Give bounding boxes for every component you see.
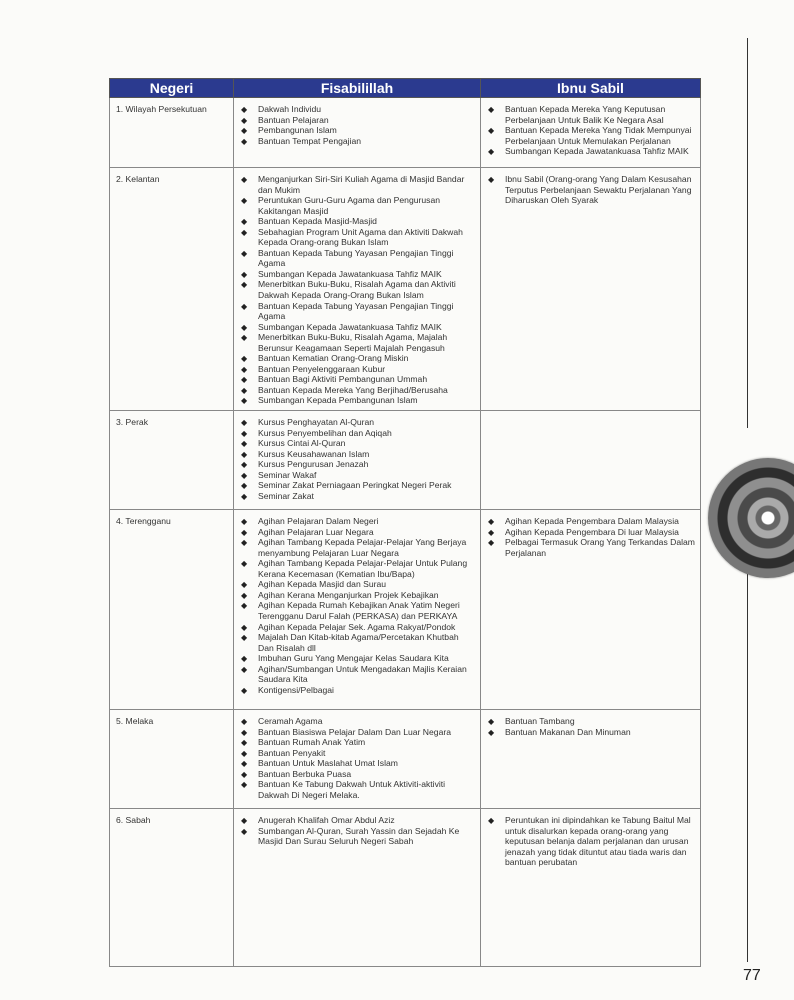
diamond-bullet-icon: ◆ — [241, 769, 248, 779]
list-item — [240, 590, 476, 601]
diamond-bullet-icon: ◆ — [488, 175, 495, 184]
item-list — [240, 174, 476, 406]
list-item — [240, 332, 476, 353]
diamond-bullet-icon: ◆ — [241, 428, 248, 438]
item-text: Bantuan Berbuka Puasa — [258, 768, 352, 779]
item-list — [240, 417, 476, 501]
list-item — [240, 449, 476, 460]
list-item — [240, 417, 476, 428]
diamond-bullet-icon: ◆ — [241, 217, 248, 227]
header-ibnu-sabil: Ibnu Sabil — [481, 79, 701, 98]
item-text: Agihan Kerana Menganjurkan Projek Kebajikan — [258, 589, 439, 600]
diamond-bullet-icon: ◆ — [488, 147, 495, 157]
fisabilillah-cell — [234, 168, 481, 411]
diamond-bullet-icon: ◆ — [241, 115, 248, 125]
diamond-bullet-icon: ◆ — [241, 816, 248, 826]
item-text: Pelbagai Termasuk Orang Yang Terkandas Dalam Perjalanan — [505, 537, 695, 558]
diamond-bullet-icon: ◆ — [488, 717, 495, 727]
diamond-bullet-icon: ◆ — [241, 491, 248, 501]
item-text: Kursus Pengurusan Jenazah — [258, 459, 369, 470]
item-list — [487, 815, 696, 868]
table-header-row — [110, 79, 701, 98]
list-item — [240, 558, 476, 579]
list-item — [240, 136, 476, 147]
list-item — [487, 174, 696, 206]
list-item — [240, 301, 476, 322]
list-item — [240, 769, 476, 780]
list-item — [240, 748, 476, 759]
list-item — [240, 716, 476, 727]
list-item — [240, 632, 476, 653]
list-item — [240, 685, 476, 696]
item-text: Menganjurkan Siri-Siri Kuliah Agama di Masjid Bandar dan Mukim — [258, 174, 465, 195]
diamond-bullet-icon: ◆ — [241, 248, 248, 258]
side-rule-top — [747, 38, 748, 428]
item-list — [240, 516, 476, 695]
item-list — [240, 815, 476, 847]
diamond-bullet-icon: ◆ — [241, 517, 248, 527]
list-item — [240, 653, 476, 664]
diamond-bullet-icon: ◆ — [241, 622, 248, 632]
diamond-bullet-icon: ◆ — [488, 527, 495, 537]
diamond-bullet-icon: ◆ — [241, 269, 248, 279]
list-item — [240, 269, 476, 280]
diamond-bullet-icon: ◆ — [241, 748, 248, 758]
list-item — [487, 146, 696, 157]
item-text: Bantuan Kepada Tabung Yayasan Pengajian Tinggi Agama — [258, 247, 454, 269]
diamond-bullet-icon: ◆ — [241, 136, 248, 146]
item-text: Bantuan Tambang — [505, 716, 575, 727]
diamond-bullet-icon: ◆ — [241, 354, 248, 364]
list-item — [240, 216, 476, 227]
list-item — [240, 727, 476, 738]
item-text: Sebahagian Program Unit Agama dan Aktiviti Dakwah Kepada Orang-orang Bukan Islam — [258, 226, 463, 248]
item-text: Bantuan Penyakit — [258, 747, 326, 758]
item-text: Sumbangan Al-Quran, Surah Yassin dan Sejadah Ke Masjid Dan Surau Seluruh Negeri Sabah — [258, 825, 460, 847]
item-text: Bantuan Kematian Orang-Orang Miskin — [258, 353, 409, 364]
diamond-bullet-icon: ◆ — [488, 816, 495, 826]
diamond-bullet-icon: ◆ — [241, 527, 248, 537]
item-list — [487, 174, 696, 206]
list-item — [487, 716, 696, 727]
item-text: Peruntukan Guru-Guru Agama dan Pengurusan Kakitangan Masjid — [258, 195, 441, 216]
table-row — [110, 809, 701, 967]
list-item — [240, 491, 476, 502]
diamond-bullet-icon: ◆ — [241, 654, 248, 664]
item-text: Ibnu Sabil (Orang-orang Yang Dalam Kesusahan Terputus Perbelanjaan Sewaktu Perjalanan Yang Diharuskan Oleh Syarak — [505, 174, 692, 206]
diamond-bullet-icon: ◆ — [488, 538, 495, 548]
item-text: Bantuan Pelajaran — [258, 114, 329, 125]
item-text: Kursus Keusahawanan Islam — [258, 448, 370, 459]
fisabilillah-cell — [234, 411, 481, 510]
item-text: Bantuan Biasiswa Pelajar Dalam Dan Luar Negara — [258, 726, 451, 737]
list-item — [240, 374, 476, 385]
ibnu-sabil-cell — [481, 710, 701, 809]
diamond-bullet-icon: ◆ — [241, 580, 248, 590]
item-text: Bantuan Kepada Tabung Yayasan Pengajian Tinggi Agama — [258, 300, 454, 322]
diamond-bullet-icon: ◆ — [241, 196, 248, 206]
list-item — [240, 779, 476, 800]
item-text: Agihan Tambang Kepada Pelajar-Pelajar Untuk Pulang Kerana Kecemasan (Kematian Ibu/Bapa) — [258, 558, 468, 579]
fisabilillah-cell — [234, 710, 481, 809]
list-item — [240, 622, 476, 633]
item-text: Bantuan Penyelenggaraan Kubur — [258, 363, 386, 374]
cd-disc-graphic — [708, 458, 794, 578]
list-item — [240, 826, 476, 847]
item-text: Imbuhan Guru Yang Mengajar Kelas Saudara Kita — [258, 653, 449, 664]
diamond-bullet-icon: ◆ — [241, 175, 248, 184]
list-item — [240, 480, 476, 491]
item-text: Bantuan Bagi Aktiviti Pembangunan Ummah — [258, 374, 428, 385]
list-item — [240, 600, 476, 621]
list-item — [240, 438, 476, 449]
item-text: Agihan/Sumbangan Untuk Mengadakan Majlis Keraian Saudara Kita — [258, 663, 467, 685]
diamond-bullet-icon: ◆ — [241, 280, 248, 290]
list-item — [240, 537, 476, 558]
state-name: 3. Perak — [110, 411, 234, 510]
list-item — [240, 115, 476, 126]
page-number: 77 — [743, 967, 761, 984]
item-list — [487, 716, 696, 737]
diamond-bullet-icon: ◆ — [241, 301, 248, 311]
item-list — [487, 516, 696, 558]
list-item — [240, 279, 476, 300]
item-text: Bantuan Ke Tabung Dakwah Untuk Aktiviti-aktiviti Dakwah Di Negeri Melaka. — [258, 779, 446, 800]
list-item — [487, 727, 696, 738]
diamond-bullet-icon: ◆ — [241, 738, 248, 748]
table-row — [110, 168, 701, 411]
item-list — [240, 716, 476, 800]
diamond-bullet-icon: ◆ — [241, 633, 248, 643]
ibnu-sabil-cell — [481, 411, 701, 510]
state-name: 1. Wilayah Persekutuan — [110, 98, 234, 168]
state-name: 6. Sabah — [110, 809, 234, 967]
diamond-bullet-icon: ◆ — [241, 375, 248, 385]
table-row — [110, 98, 701, 168]
diamond-bullet-icon: ◆ — [241, 105, 248, 114]
item-text: Agihan Kepada Pengembara Di luar Malaysia — [505, 526, 679, 537]
header-fisabilillah: Fisabilillah — [234, 79, 481, 98]
diamond-bullet-icon: ◆ — [241, 481, 248, 491]
list-item — [240, 195, 476, 216]
item-text: Kontigensi/Pelbagai — [258, 684, 334, 695]
diamond-bullet-icon: ◆ — [241, 333, 248, 343]
diamond-bullet-icon: ◆ — [241, 126, 248, 136]
diamond-bullet-icon: ◆ — [488, 727, 495, 737]
item-text: Seminar Zakat Perniagaan Peringkat Negeri Perak — [258, 480, 452, 491]
diamond-bullet-icon: ◆ — [241, 590, 248, 600]
item-text: Sumbangan Kepada Jawatankuasa Tahfiz MAIK — [505, 146, 689, 157]
list-item — [240, 248, 476, 269]
table-row — [110, 510, 701, 710]
item-text: Bantuan Kepada Mereka Yang Keputusan Perbelanjaan Untuk Balik Ke Negara Asal — [505, 104, 666, 125]
list-item — [487, 537, 696, 558]
diamond-bullet-icon: ◆ — [241, 601, 248, 611]
item-text: Bantuan Kepada Mereka Yang Tidak Mempunyai Perbelanjaan Untuk Memulakan Perjalanan — [505, 125, 692, 146]
item-text: Agihan Pelajaran Dalam Negeri — [258, 516, 379, 527]
item-text: Ceramah Agama — [258, 716, 323, 727]
list-item — [487, 815, 696, 868]
list-item — [240, 227, 476, 248]
fisabilillah-cell — [234, 510, 481, 710]
list-item — [240, 385, 476, 396]
item-text: Agihan Kepada Masjid dan Surau — [258, 579, 387, 590]
list-item — [240, 664, 476, 685]
item-text: Agihan Tambang Kepada Pelajar-Pelajar Yang Berjaya menyambung Pelajaran Luar Negara — [258, 537, 467, 558]
diamond-bullet-icon: ◆ — [241, 396, 248, 406]
diamond-bullet-icon: ◆ — [488, 105, 495, 114]
list-item — [240, 104, 476, 115]
list-item — [487, 527, 696, 538]
item-text: Bantuan Rumah Anak Yatim — [258, 737, 366, 748]
item-list — [487, 104, 696, 157]
side-rule-bottom — [747, 572, 748, 962]
list-item — [240, 322, 476, 333]
fisabilillah-cell — [234, 809, 481, 967]
fisabilillah-cell — [234, 98, 481, 168]
list-item — [240, 428, 476, 439]
item-text: Bantuan Untuk Maslahat Umat Islam — [258, 758, 398, 769]
list-item — [240, 353, 476, 364]
diamond-bullet-icon: ◆ — [241, 449, 248, 459]
item-text: Bantuan Kepada Mereka Yang Berjihad/Berusaha — [258, 384, 448, 395]
diamond-bullet-icon: ◆ — [241, 364, 248, 374]
diamond-bullet-icon: ◆ — [241, 780, 248, 790]
item-text: Agihan Pelajaran Luar Negara — [258, 526, 374, 537]
item-text: Majalah Dan Kitab-kitab Agama/Percetakan Khutbah Dan Risalah dll — [258, 632, 459, 653]
item-text: Menerbitkan Buku-Buku, Risalah Agama, Majalah Berunsur Keagamaan Seperti Majalah Pengasuh — [258, 332, 448, 353]
list-item — [240, 516, 476, 527]
diamond-bullet-icon: ◆ — [488, 517, 495, 527]
list-item — [240, 395, 476, 406]
item-text: Kursus Cintai Al-Quran — [258, 438, 346, 449]
diamond-bullet-icon: ◆ — [488, 126, 495, 136]
item-text: Kursus Penghayatan Al-Quran — [258, 417, 375, 428]
diamond-bullet-icon: ◆ — [241, 727, 248, 737]
diamond-bullet-icon: ◆ — [241, 717, 248, 727]
item-text: Dakwah Individu — [258, 104, 322, 114]
item-text: Bantuan Makanan Dan Minuman — [505, 726, 631, 737]
state-name: 5. Melaka — [110, 710, 234, 809]
item-text: Sumbangan Kepada Jawatankuasa Tahfiz MAIK — [258, 268, 442, 279]
list-item — [240, 459, 476, 470]
item-text: Pembangunan Islam — [258, 125, 337, 136]
diamond-bullet-icon: ◆ — [241, 470, 248, 480]
item-text: Agihan Kepada Pelajar Sek. Agama Rakyat/Pondok — [258, 621, 456, 632]
diamond-bullet-icon: ◆ — [241, 439, 248, 449]
list-item — [487, 125, 696, 146]
ibnu-sabil-cell — [481, 510, 701, 710]
state-name: 4. Terengganu — [110, 510, 234, 710]
list-item — [240, 737, 476, 748]
diamond-bullet-icon: ◆ — [241, 826, 248, 836]
ibnu-sabil-cell — [481, 168, 701, 411]
item-text: Kursus Penyembelihan dan Aqiqah — [258, 427, 392, 438]
diamond-bullet-icon: ◆ — [241, 759, 248, 769]
list-item — [240, 174, 476, 195]
table-row — [110, 411, 701, 510]
item-text: Sumbangan Kepada Jawatankuasa Tahfiz MAIK — [258, 321, 442, 332]
item-text: Menerbitkan Buku-Buku, Risalah Agama dan Aktiviti Dakwah Kepada Orang-Orang Bukan Islam — [258, 279, 456, 301]
diamond-bullet-icon: ◆ — [241, 664, 248, 674]
list-item — [240, 815, 476, 826]
list-item — [487, 104, 696, 125]
diamond-bullet-icon: ◆ — [241, 460, 248, 470]
list-item — [240, 527, 476, 538]
zakat-distribution-table — [109, 78, 701, 967]
item-text: Anugerah Khalifah Omar Abdul Aziz — [258, 815, 395, 826]
list-item — [240, 758, 476, 769]
list-item — [487, 516, 696, 527]
ibnu-sabil-cell — [481, 809, 701, 967]
diamond-bullet-icon: ◆ — [241, 418, 248, 428]
item-list — [240, 104, 476, 146]
list-item — [240, 125, 476, 136]
item-text: Seminar Zakat — [258, 490, 314, 501]
item-text: Seminar Wakaf — [258, 469, 317, 480]
ibnu-sabil-cell — [481, 98, 701, 168]
table-row — [110, 710, 701, 809]
list-item — [240, 579, 476, 590]
item-text: Agihan Kepada Rumah Kebajikan Anak Yatim Negeri Terengganu Darul Falah (PERKASA) dan PERKAYA — [258, 600, 460, 621]
list-item — [240, 364, 476, 375]
state-name: 2. Kelantan — [110, 168, 234, 411]
header-negeri: Negeri — [110, 79, 234, 98]
list-item — [240, 470, 476, 481]
item-text: Bantuan Tempat Pengajian — [258, 135, 362, 146]
diamond-bullet-icon: ◆ — [241, 385, 248, 395]
item-text: Agihan Kepada Pengembara Dalam Malaysia — [505, 516, 679, 527]
item-text: Peruntukan ini dipindahkan ke Tabung Baitul Mal untuk disalurkan kepada orang-orang yang keputusan belanja dalam perjalanan dan urusan jenazah yang tidak dituntut atau tiada waris dan bantuan perubatan — [505, 815, 691, 868]
item-text: Bantuan Kepada Masjid-Masjid — [258, 216, 377, 227]
item-text: Sumbangan Kepada Pembangunan Islam — [258, 395, 418, 406]
diamond-bullet-icon: ◆ — [241, 538, 248, 548]
diamond-bullet-icon: ◆ — [241, 322, 248, 332]
diamond-bullet-icon: ◆ — [241, 227, 248, 237]
diamond-bullet-icon: ◆ — [241, 559, 248, 569]
diamond-bullet-icon: ◆ — [241, 685, 248, 695]
